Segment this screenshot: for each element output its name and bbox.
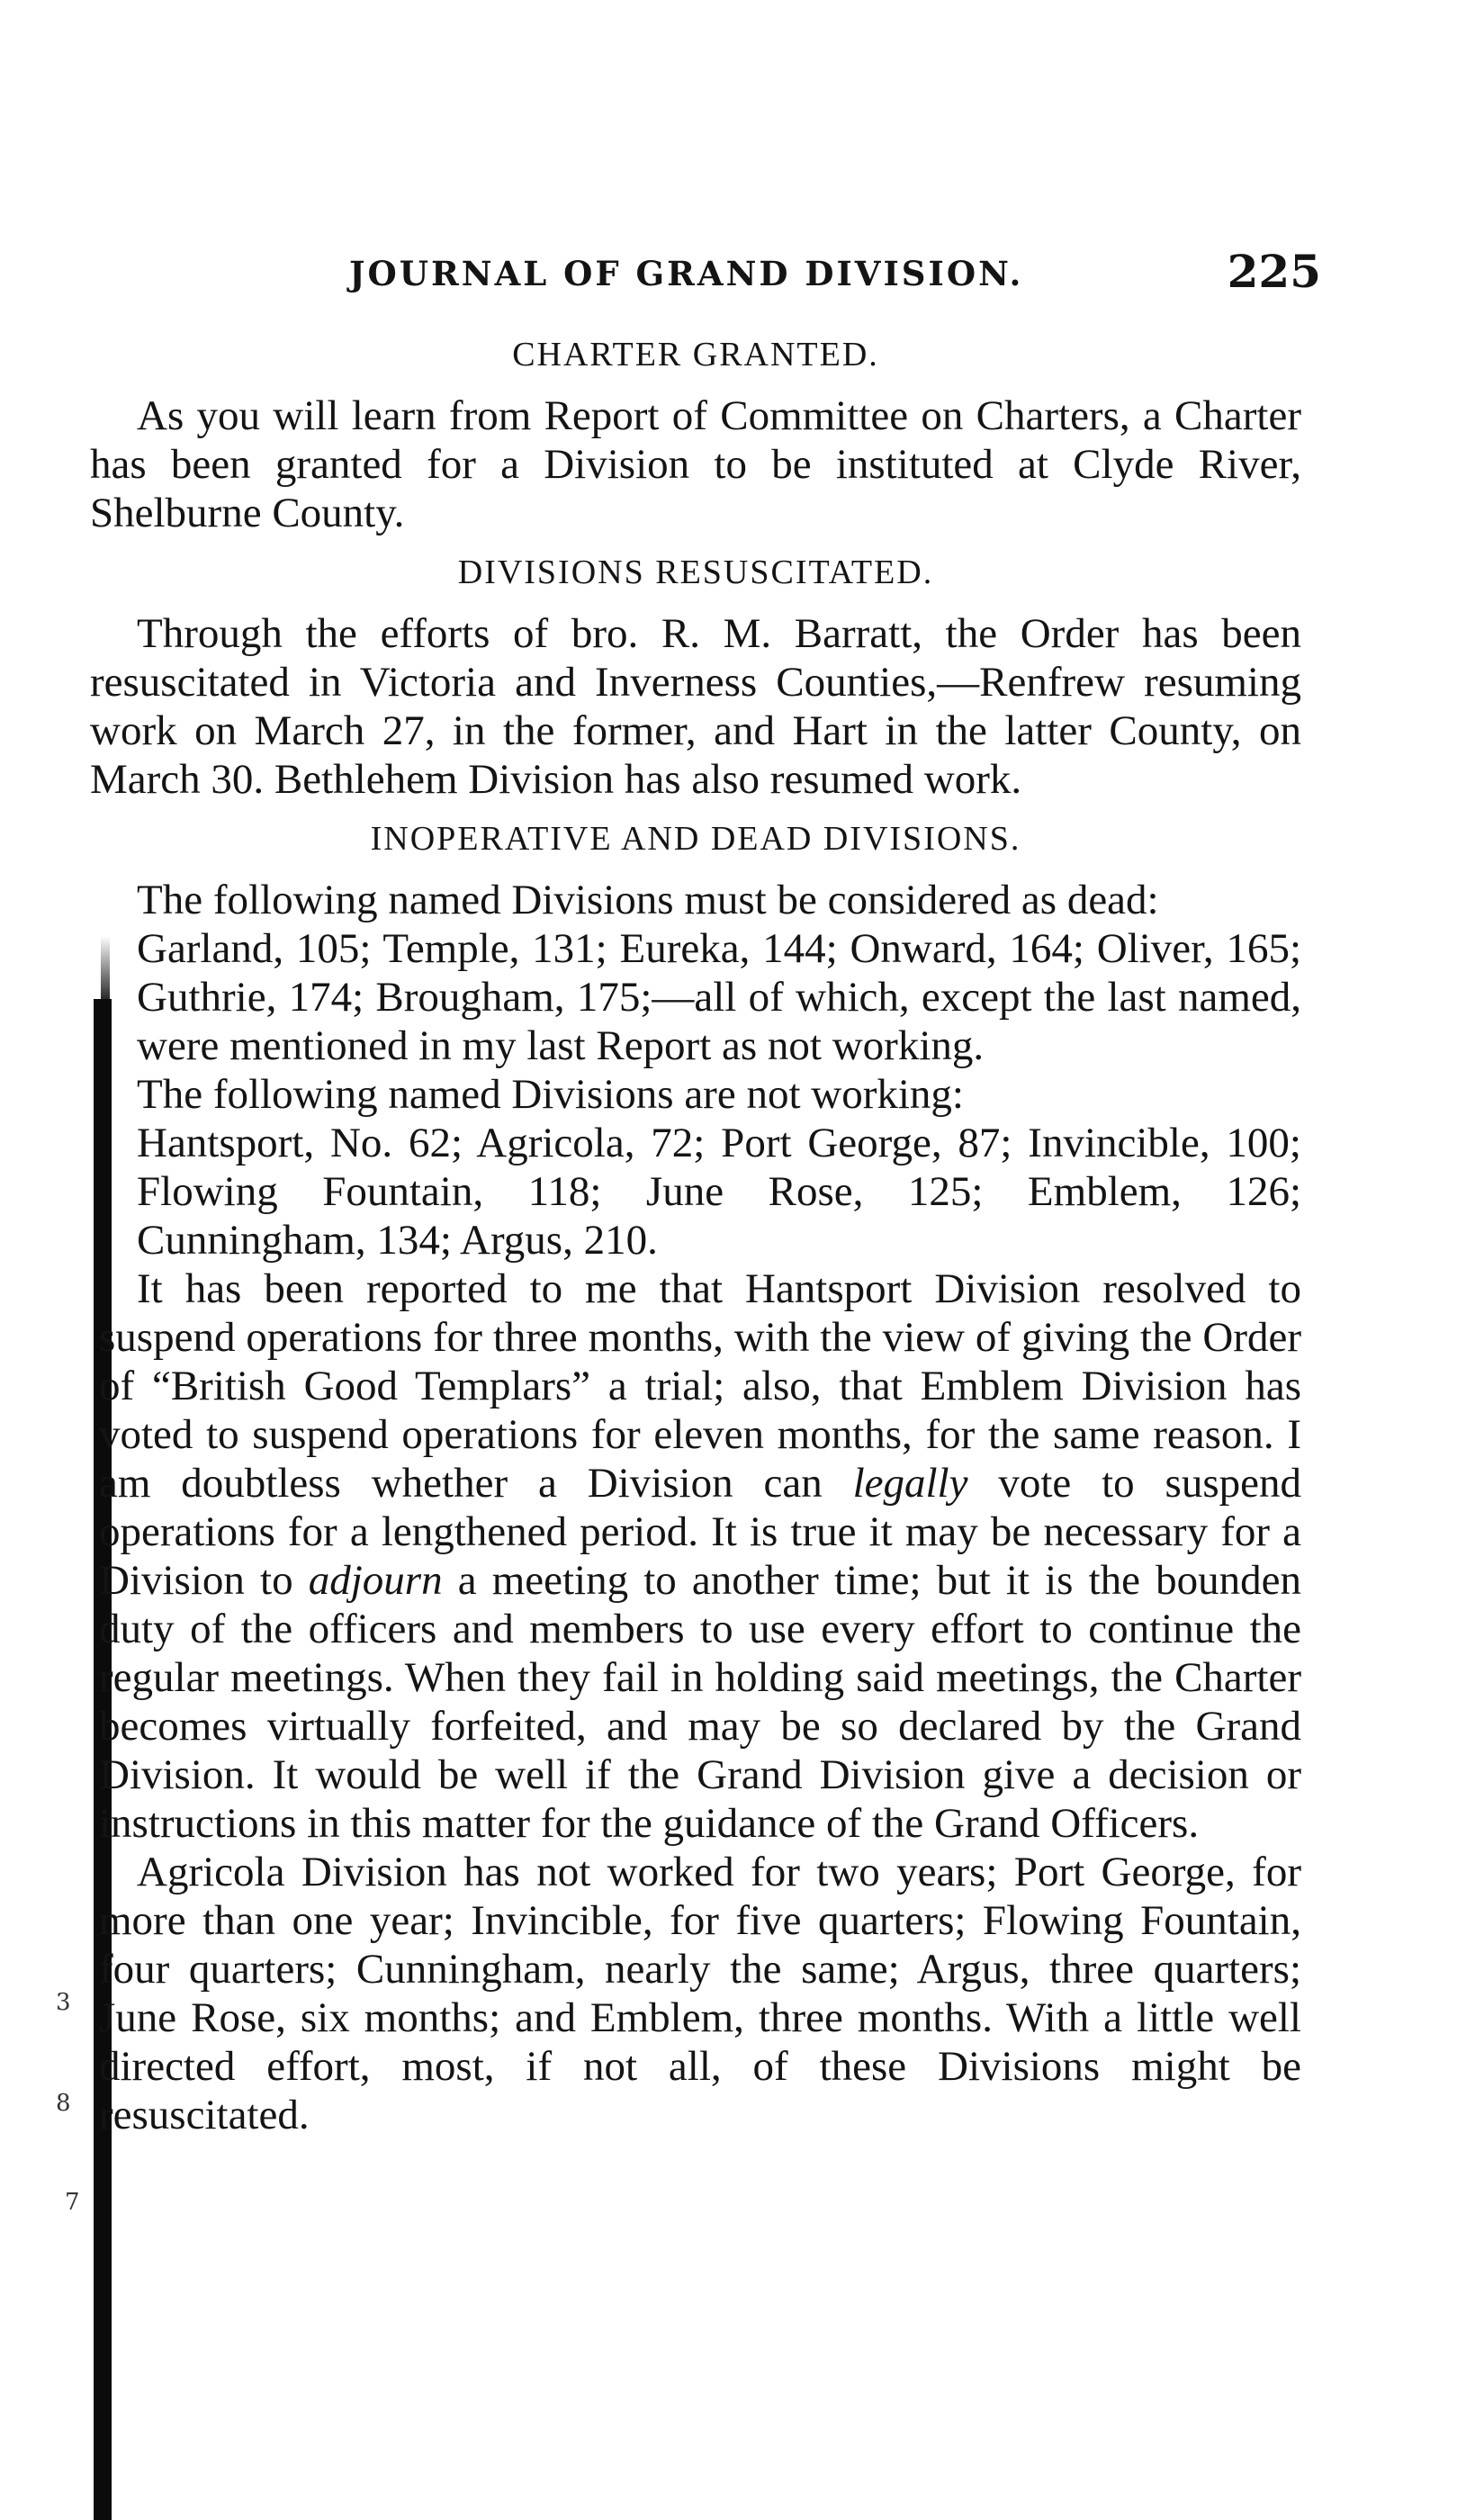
section-heading: DIVISIONS RESUSCITATED. bbox=[457, 554, 934, 591]
margin-mark: 3 bbox=[56, 1989, 71, 2016]
dead-intro: The following named Divisions must be considered as dead: bbox=[137, 877, 1159, 923]
not-working-divisions-list: Hantsport, No. 62; Agricola, 72; Port George, 87; Invincible, 100; Flowing Fountain, 118; June Rose, 125; Emblem, 126; Cunningham, 134; Argus, 210. bbox=[137, 1120, 1301, 1264]
text-run: vote to suspend operations for a lengthened period. It is true it may be necessary for a Division to bbox=[99, 1460, 1301, 1604]
body-text-block bbox=[90, 1264, 1301, 2139]
page-header bbox=[349, 245, 1321, 299]
section-heading: CHARTER GRANTED. bbox=[512, 336, 879, 374]
margin-mark: 8 bbox=[56, 2090, 71, 2117]
paragraph-inactive-durations: Agricola Division has not worked for two years; Port George, for more than one year; Invincible, for five quarters; Flowing Fountain, four quarters; Cunningham, nearly the same; Argus, three quarters; June Rose, six months; and Emblem, three months. With a little well directed effort, most, if not all, of these Divisions might be resuscitated. bbox=[99, 1849, 1301, 2138]
not-working-intro: The following named Divisions are not working: bbox=[137, 1071, 964, 1118]
section-heading: INOPERATIVE AND DEAD DIVISIONS. bbox=[370, 820, 1021, 858]
paragraph: As you will learn from Report of Committee on Charters, a Charter has been granted for a Division to be instituted at Clyde River, Shelburne County. bbox=[90, 392, 1301, 536]
section-charter bbox=[90, 330, 1301, 537]
section-resuscitated bbox=[90, 548, 1301, 804]
italic-word: adjourn bbox=[308, 1557, 443, 1604]
italic-word: legally bbox=[852, 1460, 968, 1507]
page-number: 225 bbox=[1227, 245, 1321, 298]
margin-mark: 7 bbox=[65, 2189, 80, 2216]
paragraph: Through the efforts of bro. R. M. Barratt, the Order has been resuscitated in Victoria and Inverness Counties,—Renfrew resuming work on March 27, in the former, and Hart in the latter County, on March 30. Bethlehem Division has also resumed work. bbox=[90, 610, 1301, 803]
text-run: a meeting to another time; but it is the bounden duty of the officers and members to use every effort to continue the regular meetings. When they fail in holding said meetings, the Charter becomes virtually forfeited, and may be so declared by the Grand Division. It would be well if the Grand Division give a decision or instructions in this matter for the guidance of the Grand Officers. bbox=[99, 1557, 1301, 1847]
page-body bbox=[90, 320, 1301, 2139]
dead-divisions-list: Garland, 105; Temple, 131; Eureka, 144; Onward, 164; Oliver, 165; Guthrie, 174; Brougham, 175;—all of which, except the last named, were mentioned in my last Report as not working. bbox=[137, 925, 1301, 1069]
paragraph-suspension bbox=[99, 1264, 1301, 1848]
text-run: It has been reported to me that Hantsport Division resolved to suspend operations for three months, with the view of giving the Order of “British Good Templars” a trial; also, that Emblem Division has voted to suspend operations for eleven months, for the same reason. I am doubtless whether a Division can bbox=[99, 1265, 1301, 1507]
section-inoperative bbox=[90, 814, 1301, 2139]
running-title: JOURNAL OF GRAND DIVISION. bbox=[349, 254, 1024, 293]
